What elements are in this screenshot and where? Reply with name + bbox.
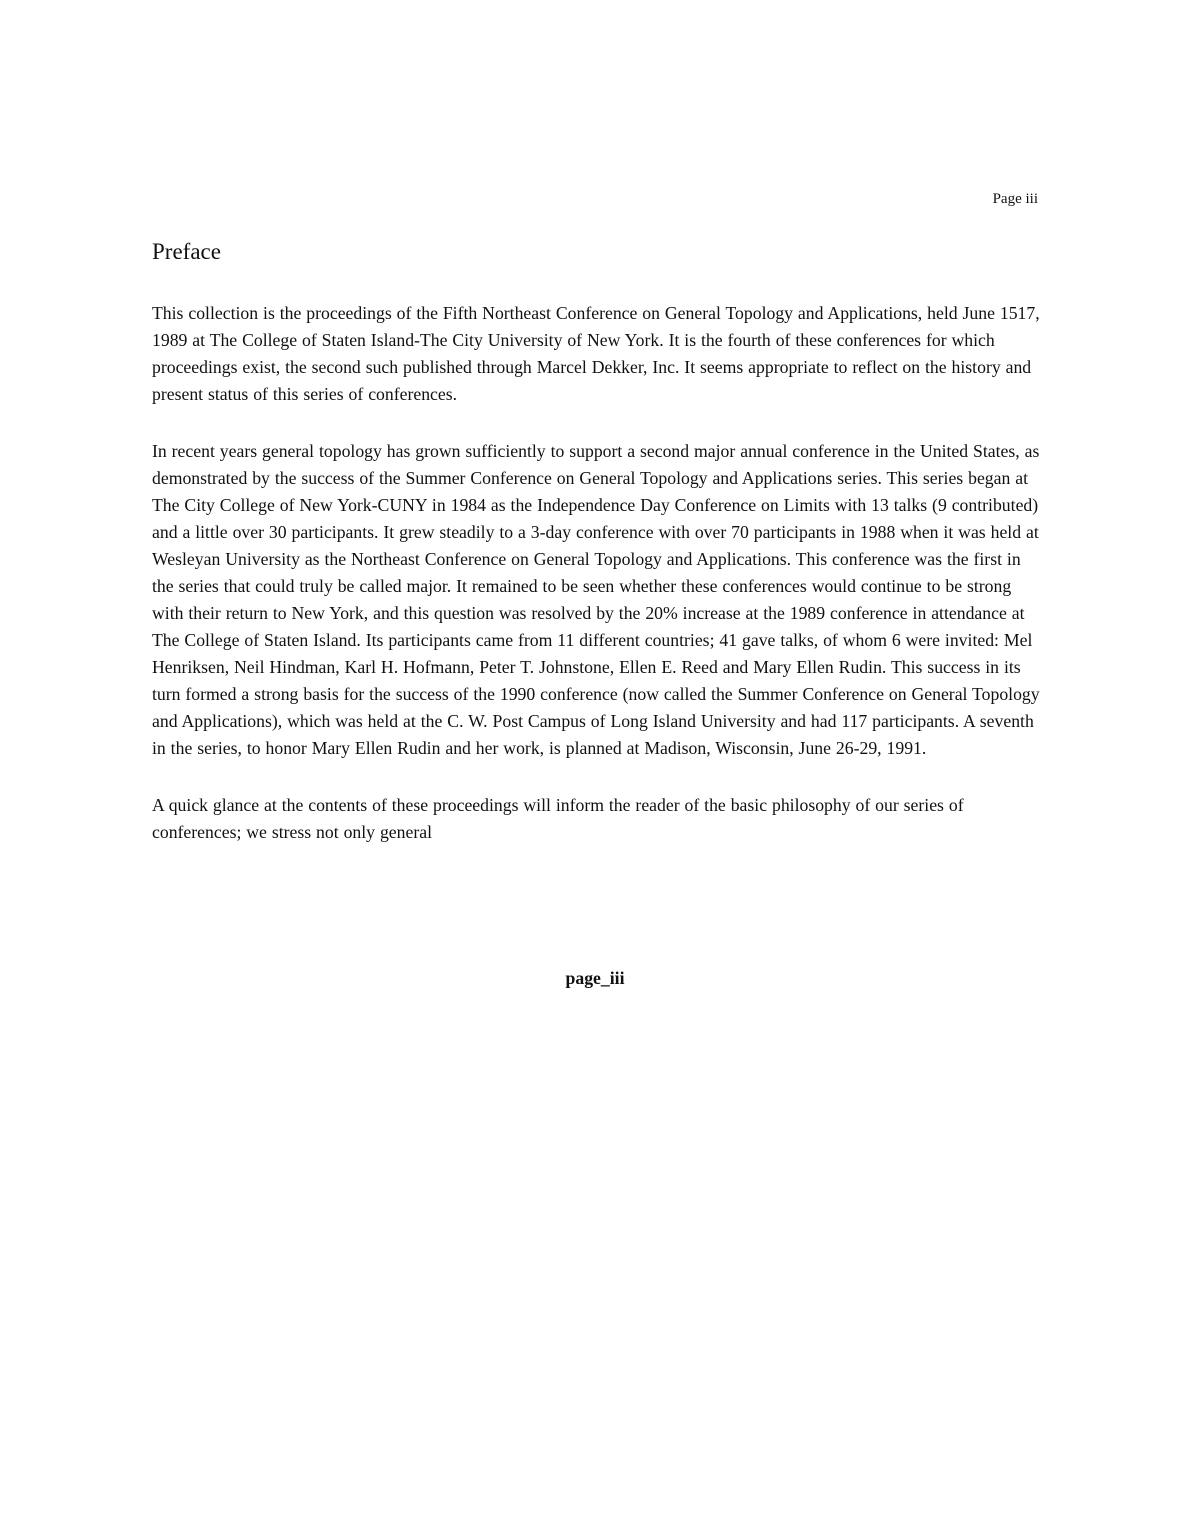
paragraph-2: In recent years general topology has grown sufficiently to support a second major annual conference in the United States, as demonstrated by the success of the Summer Conference on General Topology and Applications series. This series began at The City College of New York-CUNY in 1984 as the Independence Day Conference on Limits with 13 talks (9 contributed) and a little over 30 participants. It grew steadily to a 3-day conference with over 70 participants in 1988 when it was held at Wesleyan University as the Northeast Conference on General Topology and Applications. This conference was the first in the series that could truly be called major. It remained to be seen whether these conferences would continue to be strong with their return to New York, and this question was resolved by the 20% increase at the 1989 conference in attendance at The College of Staten Island. Its participants came from 11 different countries; 41 gave talks, of whom 6 were invited: Mel Henriksen, Neil Hindman, Karl H. Hofmann, Peter T. Johnstone, Ellen E. Reed and Mary Ellen Rudin. This success in its turn formed a strong basis for the success of the 1990 conference (now called the Summer Conference on General Topology and Applications), which was held at the C. W. Post Campus of Long Island University and had 117 participants. A seventh in the series, to honor Mary Ellen Rudin and her work, is planned at Madison, Wisconsin, June 26-29, 1991.: [152, 440, 1040, 758]
header-page-number: Page iii: [992, 191, 1038, 207]
paragraph-1: This collection is the proceedings of the Fifth Northeast Conference on General Topology and Applications, held June 1517, 1989 at The College of Staten Island-The City University of New York. It is the fourth of these conferences for which proceedings exist, the second such published through Marcel Dekker, Inc. It seems appropriate to reflect on the history and present status of this series of conferences.: [152, 302, 1040, 404]
paragraph-3: A quick glance at the contents of these proceedings will inform the reader of the basic philosophy of our series of conferences; we stress not only general: [152, 794, 964, 842]
page-title: Preface: [152, 239, 221, 264]
footer-page-tag: page_iii: [565, 968, 625, 988]
document-body: [152, 238, 1040, 876]
